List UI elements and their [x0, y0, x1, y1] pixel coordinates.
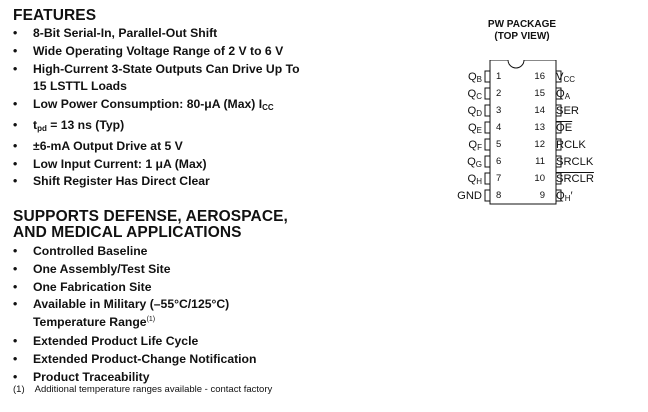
pin-row: [0, 104, 648, 118]
list-item: • Product Traceability: [13, 369, 256, 387]
pin-number: 3: [496, 105, 502, 116]
pin-number: 14: [534, 105, 545, 116]
pin-label: $Q_B$: [467, 71, 482, 84]
pin-number: 7: [496, 173, 502, 184]
pin-label: $Q_A$: [556, 88, 571, 101]
pin-label: RCLK: [556, 139, 586, 151]
list-item: • ±6-mA Output Drive at 5 V: [13, 138, 300, 156]
pin-row: [0, 138, 648, 152]
pin-label: $Q_G$: [467, 156, 482, 169]
pin-number: 11: [535, 156, 545, 167]
pin-number: 16: [534, 71, 545, 82]
supports-heading: SUPPORTS DEFENSE, AEROSPACE, AND MEDICAL APPLICATIONS: [13, 208, 288, 241]
pin-label: SRCLR: [556, 173, 594, 185]
pin-row: [0, 87, 648, 101]
pin-row: [0, 70, 648, 84]
pin-number: 12: [534, 139, 545, 150]
pin-row: [0, 121, 648, 135]
list-item: • Controlled Baseline: [13, 243, 256, 261]
pin-number: 2: [496, 88, 502, 99]
pin-label: $Q_C$: [467, 88, 482, 101]
features-heading: FEATURES: [13, 7, 97, 24]
pin-number: 6: [496, 156, 502, 167]
list-item: • Extended Product Life Cycle: [13, 333, 256, 351]
list-item: • Extended Product-Change Notification: [13, 351, 256, 369]
pin-label: GND: [457, 190, 482, 202]
list-item: • One Assembly/Test Site: [13, 261, 256, 279]
pin-row: [0, 155, 648, 169]
pin-number: 10: [534, 173, 545, 184]
list-item: • Low Input Current: 1 μA (Max): [13, 156, 300, 174]
pin-label: SRCLK: [556, 156, 594, 168]
list-item: • Wide Operating Voltage Range of 2 V to 6 V: [13, 43, 300, 61]
pin-number: 15: [534, 88, 545, 99]
pin-label: $Q_H'$: [556, 190, 573, 203]
list-item: • Low Power Consumption: 80-μA (Max) $I_{CC}$: [13, 96, 300, 117]
list-item: • Available in Military (–55°C/125°C) Temperature Range$^{(1)}$: [13, 297, 256, 330]
pin-row: [0, 189, 648, 203]
list-item: • High-Current 3-State Outputs Can Drive Up To 15 LSTTL Loads: [13, 61, 300, 97]
pin-number: 4: [496, 122, 502, 133]
list-item: • One Fabrication Site: [13, 279, 256, 297]
pin-label: $Q_F$: [468, 139, 482, 152]
pin-label: $V_{CC}$: [556, 71, 576, 84]
list-item: • $t_{pd} = 13$ ns (Typ): [13, 117, 300, 138]
pin-label: SER: [556, 105, 580, 117]
pin-number: 5: [496, 139, 502, 150]
supports-list: [13, 243, 256, 387]
footnote-ref: (1): [146, 316, 156, 324]
pin-number: 1: [496, 71, 502, 82]
pin-number: 9: [539, 190, 545, 201]
package-title: PW PACKAGE (TOP VIEW): [487, 19, 557, 42]
pin-label: $Q_D$: [467, 105, 482, 118]
list-item: • Shift Register Has Direct Clear: [13, 173, 300, 191]
pin-number: 8: [496, 190, 502, 201]
list-item: • 8-Bit Serial-In, Parallel-Out Shift: [13, 25, 300, 43]
pin-label: $Q_E$: [467, 122, 482, 135]
pin-number: 13: [534, 122, 545, 133]
pin-row: [0, 172, 648, 186]
pin-label: $\overline{OE}$: [556, 122, 573, 134]
footnote: (1) Additional temperature ranges available - contact factory: [13, 384, 273, 395]
pin-label: $Q_H$: [467, 173, 482, 186]
